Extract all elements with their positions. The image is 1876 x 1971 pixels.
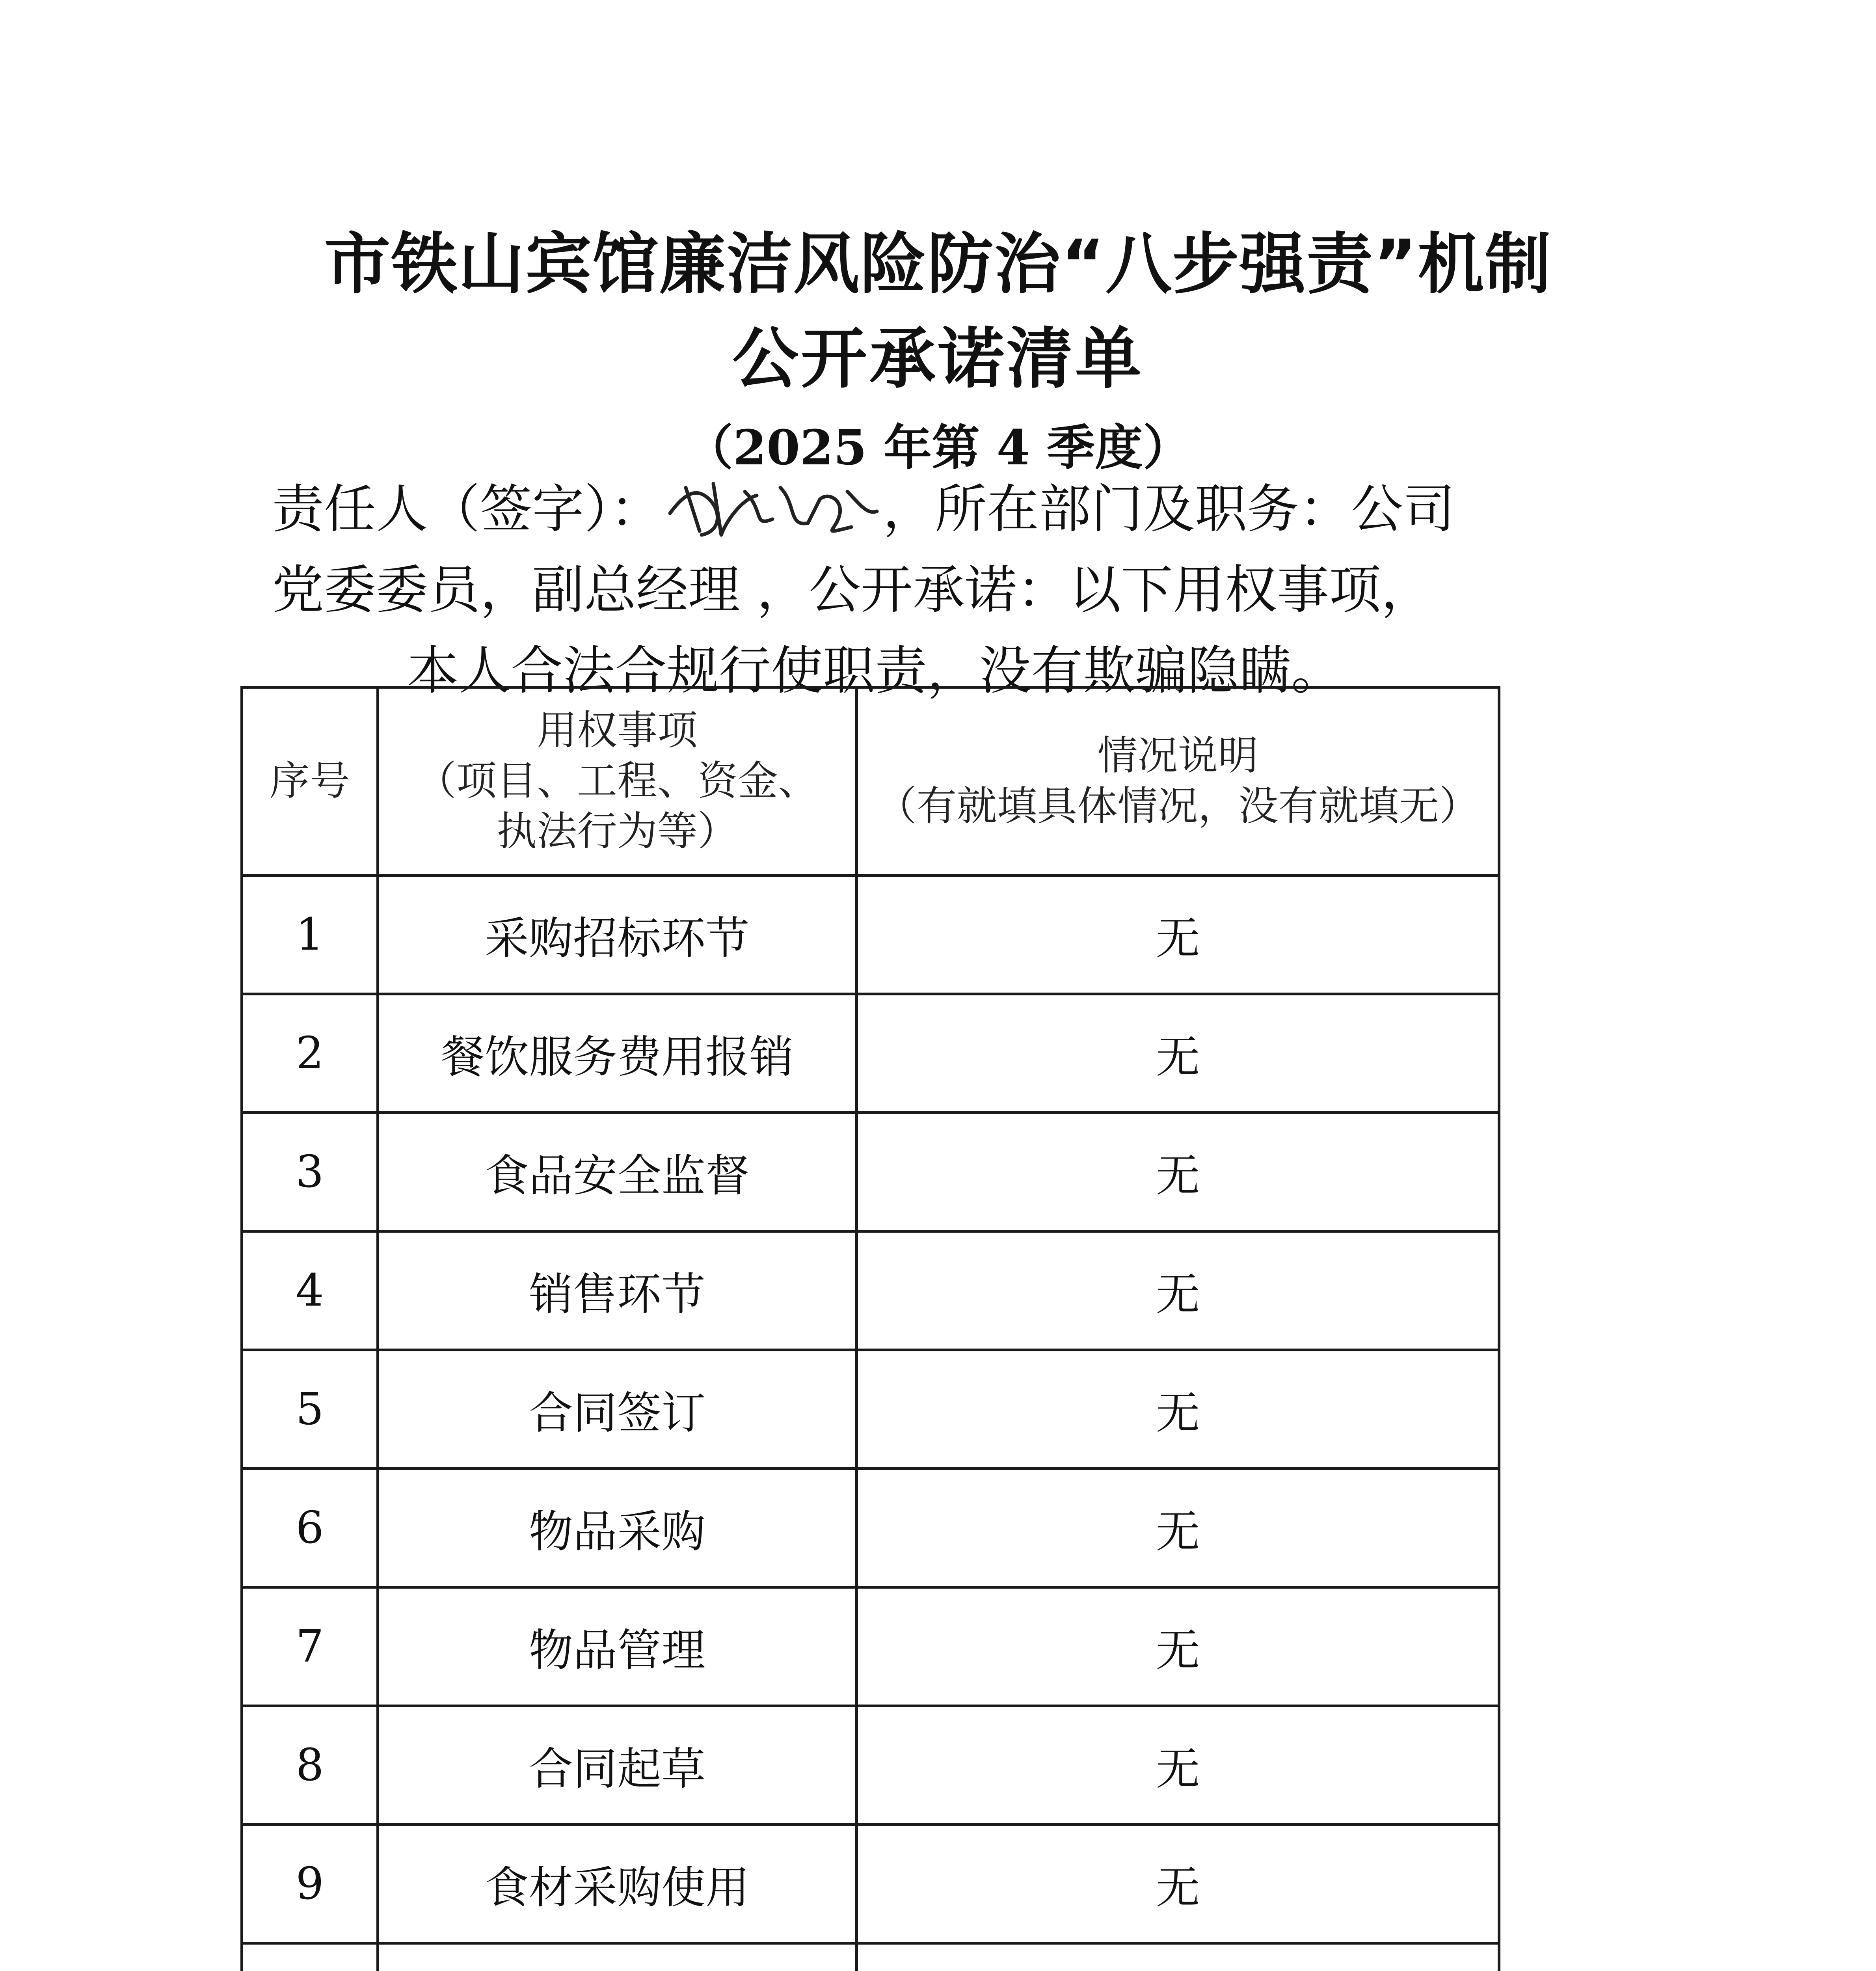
document-title: 市铁山宾馆廉洁风险防治“八步强责”机制: [324, 225, 1552, 303]
row-desc: 无: [857, 994, 1499, 1113]
row-desc: 无: [857, 1587, 1499, 1706]
row-desc: 无: [857, 1231, 1499, 1350]
table-row: [242, 1113, 1499, 1231]
row-desc: 无: [857, 876, 1499, 994]
row-item: [378, 1943, 857, 1971]
handwritten-signature: [662, 476, 883, 543]
header-item-sub: （项目、工程、资金、执法行为等）: [416, 758, 818, 855]
table-row: [242, 1469, 1499, 1587]
row-no: [242, 1943, 378, 1971]
row-item: 采购招标环节: [378, 876, 857, 994]
header-desc-title: 情况说明: [1097, 732, 1258, 779]
table-row: [242, 1706, 1499, 1825]
row-item: 销售环节: [378, 1231, 857, 1350]
table-row: [242, 1587, 1499, 1706]
header-item: [378, 687, 857, 876]
header-desc: [857, 687, 1499, 876]
document-title-line2: 公开承诺清单: [732, 320, 1144, 397]
row-desc: 无: [857, 1350, 1499, 1469]
row-no: 8: [242, 1706, 378, 1825]
table-header-row: [242, 687, 1499, 876]
row-desc: 无: [857, 1706, 1499, 1825]
title-block: [0, 225, 1876, 477]
row-desc: [857, 1943, 1499, 1971]
row-item: 餐饮服务费用报销: [378, 994, 857, 1113]
row-no: 7: [242, 1587, 378, 1706]
table-row: [242, 1825, 1499, 1943]
commitment-table: [240, 686, 1500, 1971]
row-item: 物品采购: [378, 1469, 857, 1587]
row-no: 6: [242, 1469, 378, 1587]
statement-line-2: 党委委员，副总经理 ，公开承诺：以下用权事项，: [272, 560, 1433, 620]
document-subtitle: （2025 年第 4 季度）: [685, 419, 1191, 476]
row-item: 合同起草: [378, 1706, 857, 1825]
table-row: [242, 876, 1499, 994]
row-item: 合同签订: [378, 1350, 857, 1469]
statement-line-3: 本人合法合规行使职责，没有欺骗隐瞒。: [407, 641, 1343, 701]
row-no: 2: [242, 994, 378, 1113]
table-row: [242, 1231, 1499, 1350]
row-desc: 无: [857, 1113, 1499, 1231]
statement-line-1: [272, 469, 1502, 550]
row-item: 食材采购使用: [378, 1825, 857, 1943]
signer-label: 责任人（签字）：: [272, 479, 662, 540]
header-desc-sub: （有就填具体情况，没有就填无）: [876, 783, 1480, 830]
header-item-title: 用权事项: [537, 707, 698, 754]
row-no: 1: [242, 876, 378, 994]
position-label: ，所在部门及职务：公司: [883, 479, 1455, 540]
table-row: [242, 994, 1499, 1113]
commitment-statement: [272, 469, 1502, 712]
table-row: [242, 1943, 1499, 1971]
row-no: 3: [242, 1113, 378, 1231]
row-no: 5: [242, 1350, 378, 1469]
row-no: 9: [242, 1825, 378, 1943]
row-desc: 无: [857, 1825, 1499, 1943]
row-desc: 无: [857, 1469, 1499, 1587]
row-no: 4: [242, 1231, 378, 1350]
table-row: [242, 1350, 1499, 1469]
header-no: 序号: [242, 687, 378, 876]
row-item: 食品安全监督: [378, 1113, 857, 1231]
row-item: 物品管理: [378, 1587, 857, 1706]
